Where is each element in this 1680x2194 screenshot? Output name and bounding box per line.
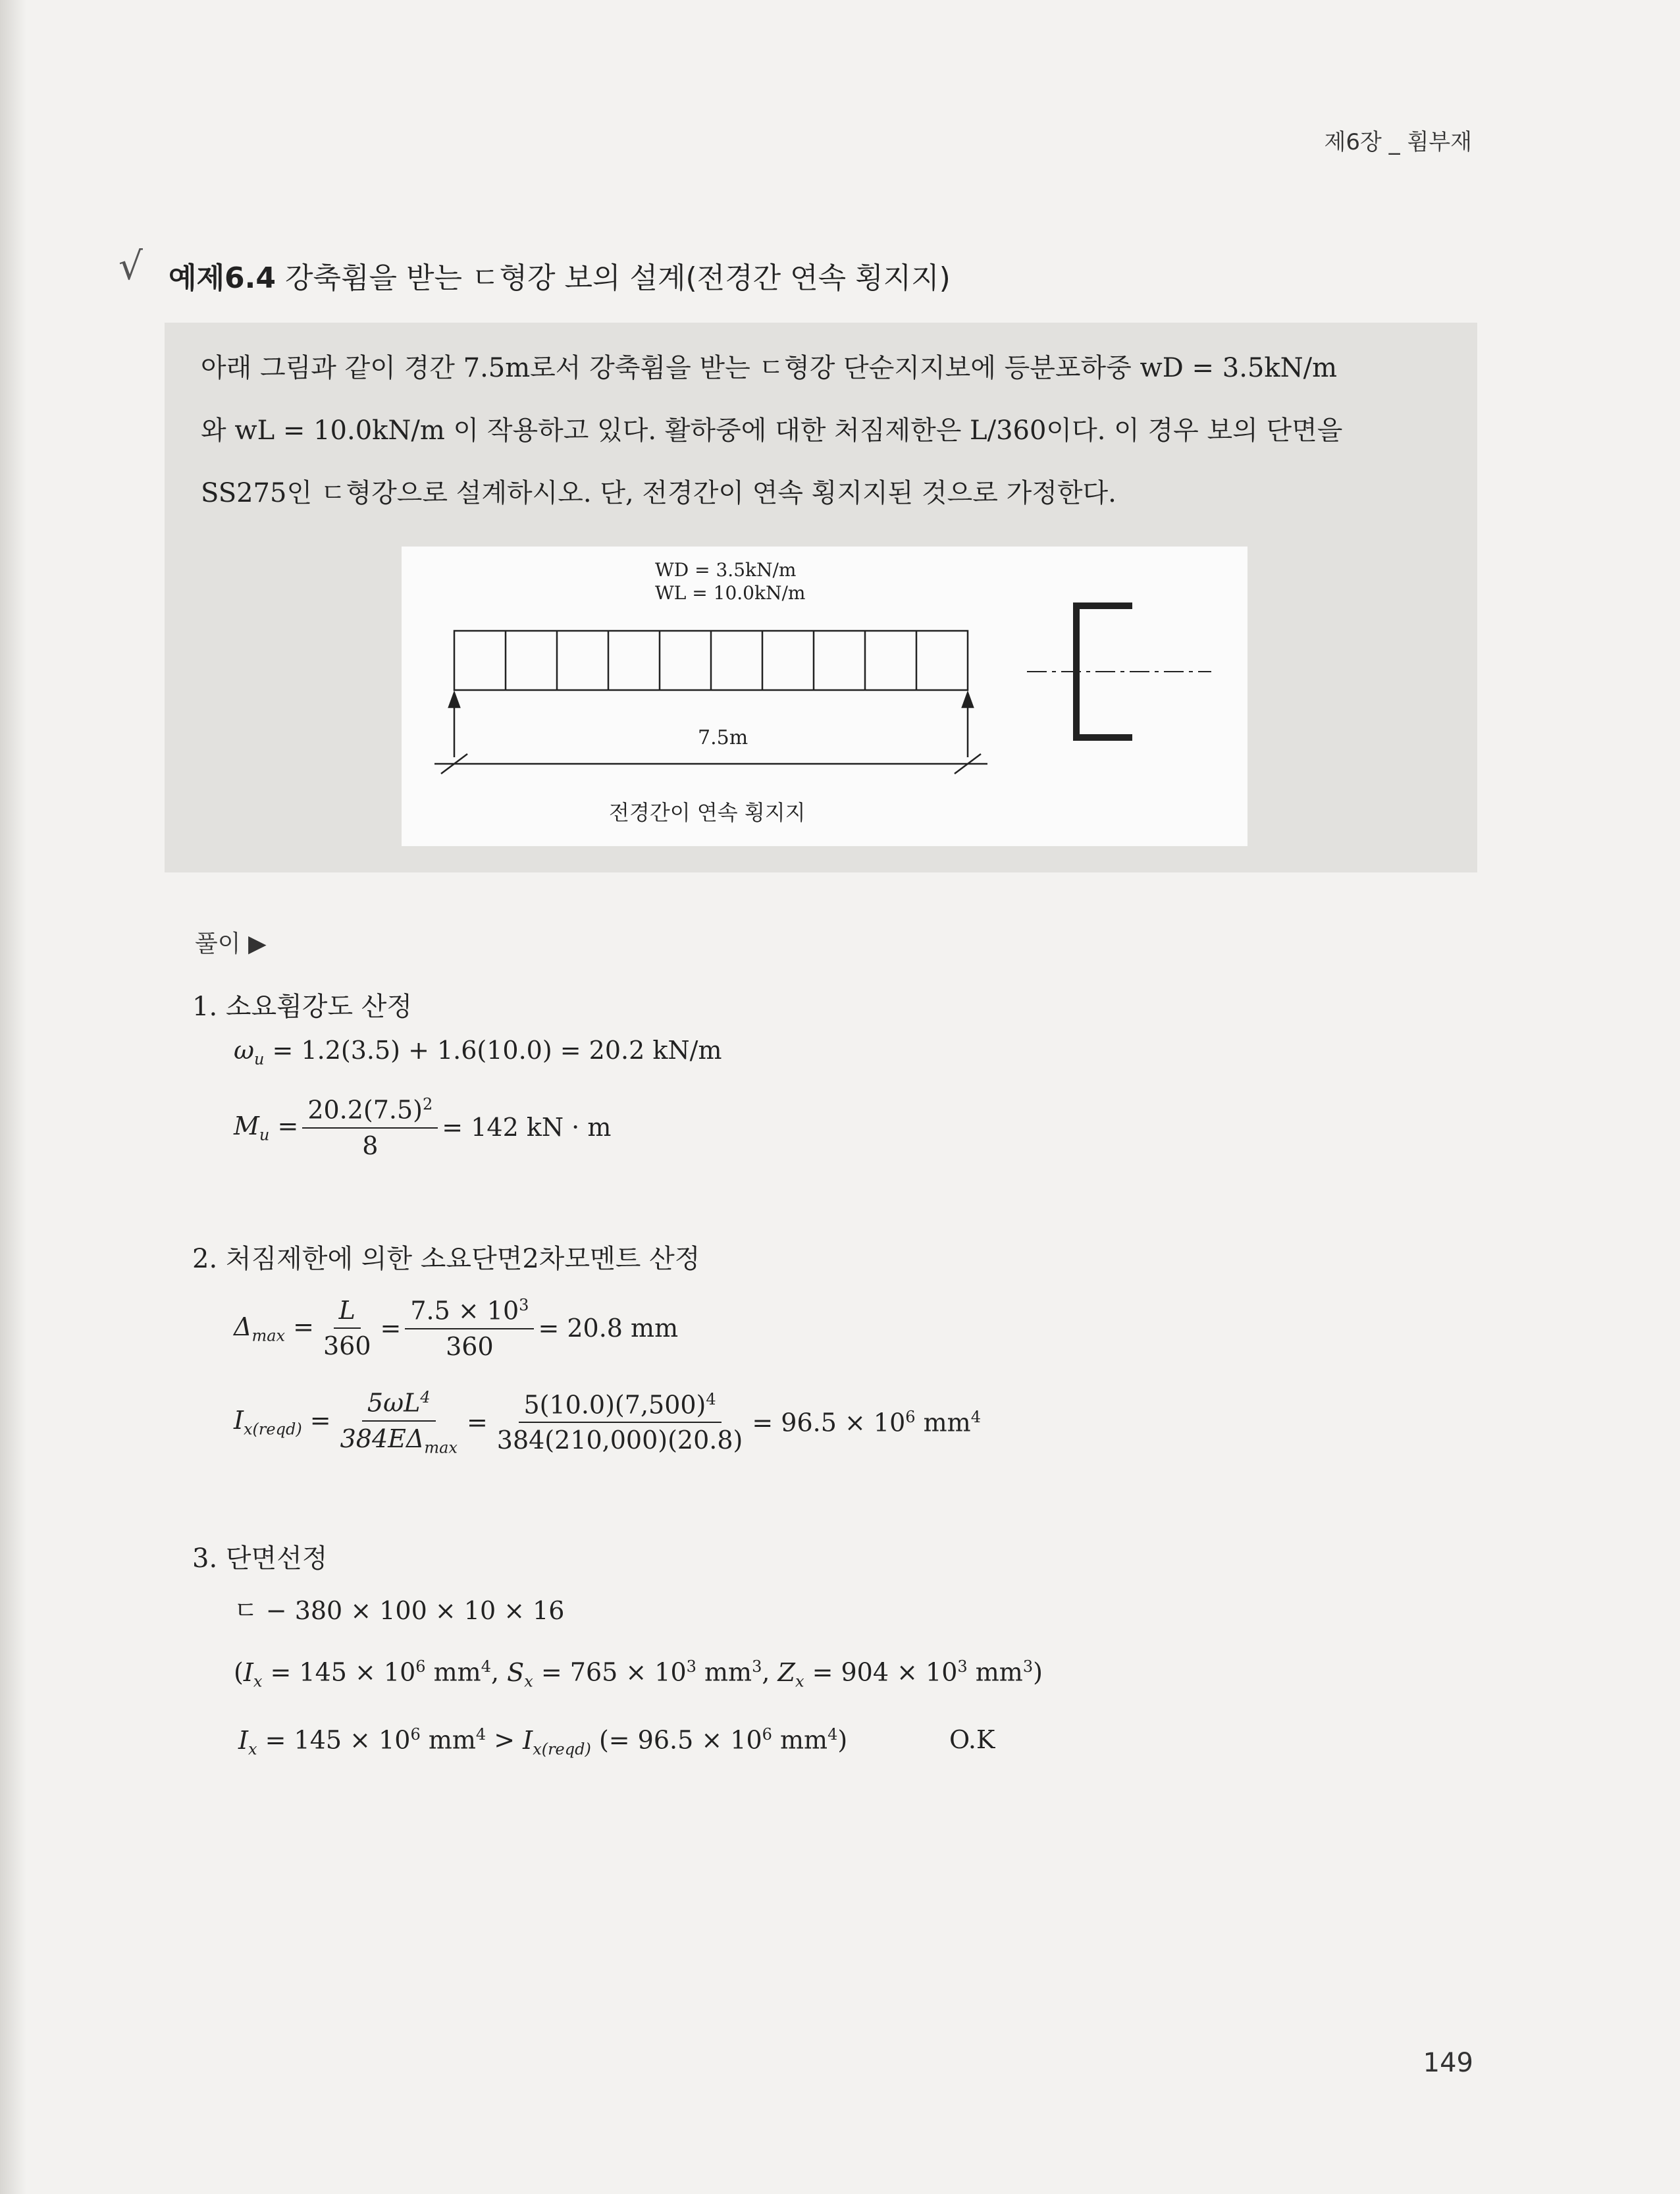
step2-ix-equation: $I_{x(reqd)}$ = $\frac{5\omega L^4}{384E\Delta_{max}}$ = $\frac{5(10.0)(7,500)^4}{384(210,000)(20.8)}$ = $96.5 \times 10^6$ $mm^4$	[234, 1388, 981, 1457]
ix-f1-num: $5\omega L^4$	[362, 1388, 436, 1422]
support-left-arrow	[449, 693, 459, 757]
span-dimension-line	[434, 754, 987, 774]
wu-lhs: $\omega_u$ =	[234, 1036, 302, 1069]
step3-title: 3. 단면선정	[192, 1543, 328, 1574]
example-title-text: 강축휨을 받는 ㄷ형강 보의 설계(전경간 연속 횡지지)	[284, 261, 951, 295]
step1-mu-equation	[234, 1095, 611, 1160]
solution-label: 풀이 ▶	[195, 930, 267, 957]
step3-props: ($I_x = 145 \times 10^6$ $mm^4$, $S_x = 765 \times 10^3$ $mm^3$, $Z_x = 904 \times 10^3$ $mm^3$)	[234, 1657, 1043, 1691]
step3-section: ㄷ − 380 × 100 × 10 × 16	[234, 1596, 565, 1625]
problem-statement	[201, 337, 1452, 525]
wu-rhs: 1.2(3.5) + 1.6(10.0) = 20.2 kN/m	[301, 1036, 722, 1065]
problem-line-3: SS275인 ㄷ형강으로 설계하시오. 단, 전경간이 연속 횡지지된 것으로 가정한다.	[201, 478, 1116, 508]
dmax-f1-num: L	[334, 1296, 361, 1329]
ix-rhs: = $96.5 \times 10^6$ $mm^4$	[752, 1407, 981, 1437]
span-label: 7.5m	[698, 726, 748, 749]
ix-lhs: $I_{x(reqd)}$ =	[234, 1406, 331, 1439]
mu-rhs: = 142 kN · m	[442, 1113, 612, 1142]
dmax-f2-den: 360	[446, 1331, 494, 1361]
step3-ok: O.K	[949, 1725, 995, 1754]
figure-caption: 전경간이 연속 횡지지	[609, 800, 806, 825]
check-mark-icon: √	[118, 244, 143, 288]
beam-diagram	[402, 547, 1247, 846]
mu-denominator: 8	[362, 1131, 379, 1160]
support-right-arrow	[962, 693, 973, 757]
page-number: 149	[1423, 2048, 1473, 2078]
step1-wu-equation	[234, 1036, 722, 1069]
dmax-fraction-1	[318, 1296, 377, 1360]
chapter-header: 제6장 _ 휨부재	[1324, 129, 1472, 155]
problem-line-1: 아래 그림과 같이 경간 7.5m로서 강축휨을 받는 ㄷ형강 단순지지보에 등분포하중 wD = 3.5kN/m	[201, 353, 1338, 383]
dmax-fraction-2	[405, 1296, 534, 1361]
step2-dmax-equation: $\Delta_{max}$ = $\frac{L}{360}$ = $\frac{7.5 \times 10^3}{360}$ = 20.8 mm	[234, 1296, 679, 1361]
mu-lhs: $M_u$ =	[234, 1111, 299, 1144]
ix-fraction-2	[492, 1390, 748, 1455]
mu-numerator: $20.2(7.5)^2$	[302, 1095, 438, 1129]
load-live-label: WL = 10.0kN/m	[655, 582, 806, 604]
beam-figure	[402, 547, 1247, 846]
step2-title: 2. 처짐제한에 의한 소요단면2차모멘트 산정	[192, 1244, 700, 1274]
step1-title: 1. 소요휨강도 산정	[192, 992, 413, 1022]
load-dead-label: WD = 3.5kN/m	[655, 559, 797, 581]
dmax-lhs: $\Delta_{max}$ =	[234, 1312, 314, 1345]
step3-check: $I_x = 145 \times 10^6$ $mm^4 > I_{x(reqd)}$ (= $96.5 \times 10^6$ $mm^4$)	[238, 1725, 848, 1759]
example-label: 예제6.4	[169, 261, 276, 295]
ix-fraction-1	[335, 1388, 463, 1457]
dmax-f2-num: $7.5 \times 10^3$	[405, 1296, 534, 1329]
ix-f2-num: $5(10.0)(7,500)^4$	[519, 1390, 722, 1424]
mu-fraction	[302, 1095, 438, 1160]
dmax-rhs: = 20.8 mm	[538, 1314, 679, 1343]
ix-f2-den: 384(210,000)(20.8)	[496, 1426, 743, 1455]
channel-section-icon	[1027, 606, 1211, 737]
example-title	[169, 254, 951, 296]
dmax-f1-den: 360	[323, 1331, 371, 1361]
problem-line-2: 와 wL = 10.0kN/m 이 작용하고 있다. 활하중에 대한 처짐제한은 L/360이다. 이 경우 보의 단면을	[201, 415, 1343, 446]
page-gutter-shadow	[0, 0, 26, 2194]
ix-f1-den: $384E\Delta_{max}$	[340, 1424, 458, 1457]
distributed-load-block	[454, 631, 968, 690]
